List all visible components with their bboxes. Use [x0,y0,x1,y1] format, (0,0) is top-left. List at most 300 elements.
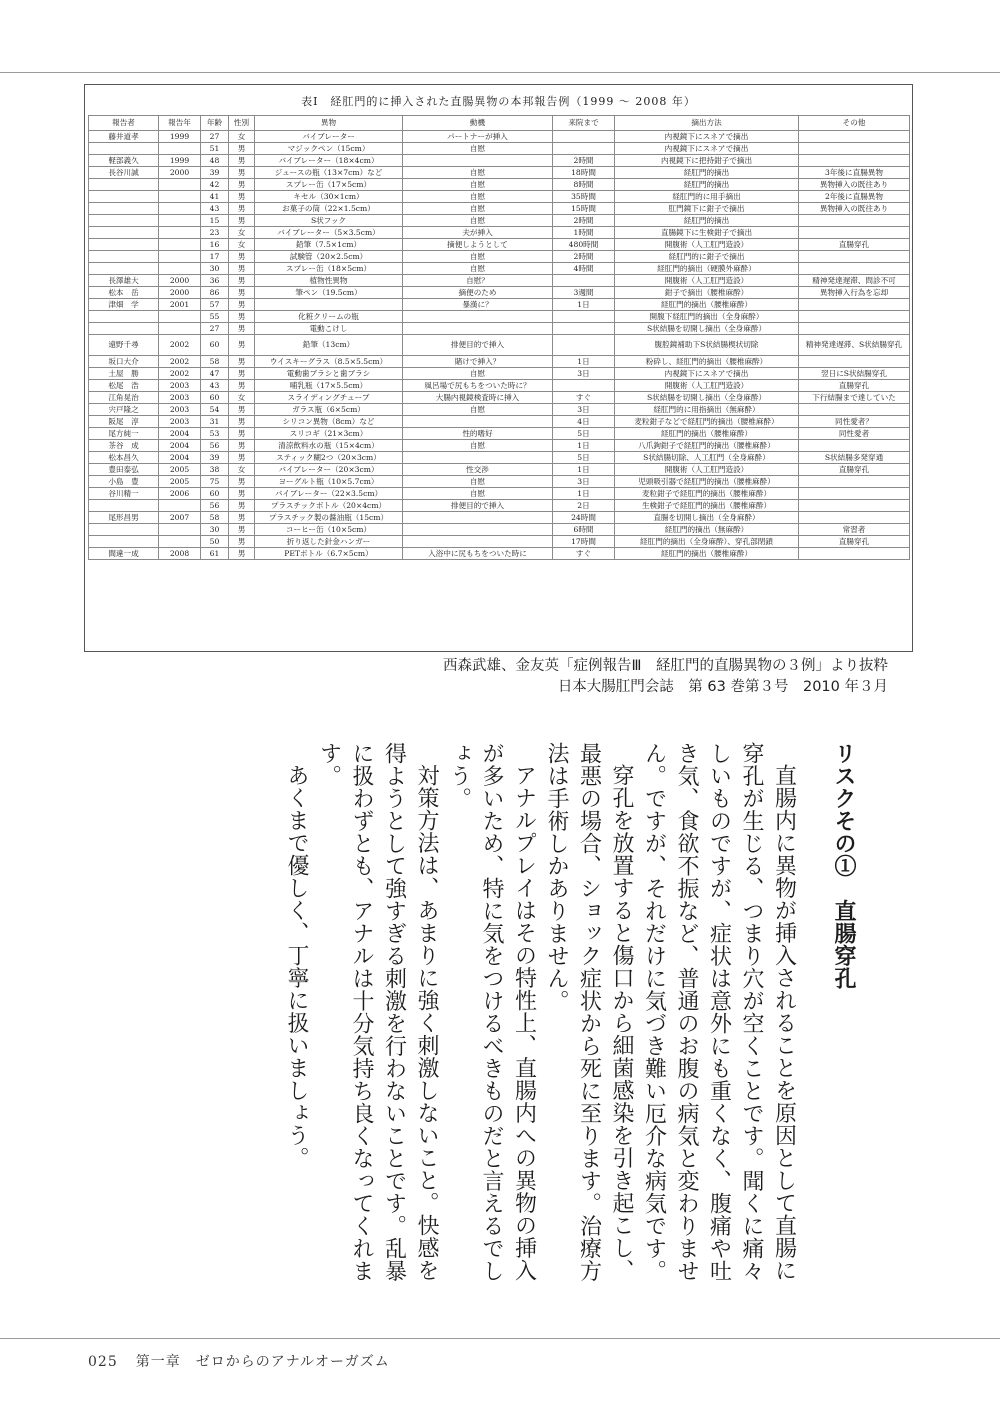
table-cell: 75 [201,476,229,488]
table-row [89,404,910,416]
table-cell [255,299,403,311]
table-cell: 1時間 [553,227,615,239]
table-row [89,548,910,560]
table-cell: スティック糊2つ（20×3cm） [255,452,403,464]
table-header-row [89,116,910,131]
table-row [89,428,910,440]
table-header-cell: 来院まで [553,116,615,131]
table-cell: お菓子の筒（22×1.5cm） [255,203,403,215]
table-cell: 男 [229,299,255,311]
table-cell [799,227,910,239]
table-cell [89,536,159,548]
table-cell: プラスチック製の醤油瓶（15cm） [255,512,403,524]
table-cell [799,404,910,416]
table-cell: 遠野千尋 [89,335,159,356]
table-cell [159,536,201,548]
table-cell: 同性愛者？ [799,416,910,428]
table-cell: 55 [201,311,229,323]
table-cell: 男 [229,548,255,560]
table-cell: すぐ [553,548,615,560]
table-cell: 男 [229,380,255,392]
table-cell: 27 [201,131,229,143]
table-cell: スプレー缶（17×5cm） [255,179,403,191]
table-cell: 15時間 [553,203,615,215]
table-cell [159,500,201,512]
table-cell: 53 [201,428,229,440]
table-cell: 谷川精一 [89,488,159,500]
table-cell: 経肛門的摘出（腰椎麻酔） [615,428,799,440]
table-cell: 自慰 [403,488,553,500]
table-header-cell: 動機 [403,116,553,131]
table-cell: 植物性異物 [255,275,403,287]
table-cell: 60 [201,488,229,500]
table-row [89,368,910,380]
table-cell: 自慰 [403,263,553,275]
table-cell: 1999 [159,155,201,167]
table-cell [799,155,910,167]
table-cell: 48 [201,155,229,167]
table-cell: 42 [201,179,229,191]
table-cell: S状結腸を切開し摘出（全身麻酔） [615,392,799,404]
case-report-table [88,115,910,560]
table-cell: 35時間 [553,191,615,203]
table-cell: 夫が挿入 [403,227,553,239]
table-cell: 23 [201,227,229,239]
table-cell [799,311,910,323]
table-cell: 尾形昌男 [89,512,159,524]
table-cell: 女 [229,392,255,404]
table-cell: 摘便のため [403,287,553,299]
table-cell: 58 [201,512,229,524]
table-cell: 経肛門的摘出（硬膜外麻酔） [615,263,799,275]
table-cell: 試験管（20×2.5cm） [255,251,403,263]
table-cell: 賭けで挿入？ [403,356,553,368]
table-cell: 8時間 [553,179,615,191]
table-cell: 男 [229,416,255,428]
table-cell: 直腸穿孔 [799,464,910,476]
table-cell: 2005 [159,476,201,488]
table-cell: 自慰 [403,191,553,203]
table-cell: 男 [229,311,255,323]
table-cell [89,311,159,323]
chapter-title: 第一章 ゼロからのアナルオーガズム [135,1354,390,1370]
table-cell: スライディングチューブ [255,392,403,404]
table-cell [89,263,159,275]
table-cell [89,239,159,251]
table-row [89,227,910,239]
table-cell: 八爪鉤鉗子で経肛門的摘出（腰椎麻酔） [615,440,799,452]
table-cell [403,512,553,524]
table-cell: 54 [201,404,229,416]
table-cell: バイブレーター（20×3cm） [255,464,403,476]
table-cell: 60 [201,335,229,356]
table-cell [403,524,553,536]
table-row [89,203,910,215]
table-cell: 3日 [553,476,615,488]
table-cell: ジュースの瓶（13×7cm）など [255,167,403,179]
table-cell: 5日 [553,428,615,440]
table-cell: 経肛門的摘出（腰椎麻酔） [615,299,799,311]
table-cell: 2001 [159,299,201,311]
table-cell: 直腸穿孔 [799,536,910,548]
table-cell: 排便目的で挿入 [403,335,553,356]
table-cell: 2003 [159,416,201,428]
table-cell: 1日 [553,356,615,368]
table-cell: 男 [229,500,255,512]
table-cell: 51 [201,143,229,155]
table-row [89,191,910,203]
table-cell [799,548,910,560]
table-cell: 尾方純一 [89,428,159,440]
table-cell [799,131,910,143]
table-cell: 男 [229,536,255,548]
table-cell: 男 [229,428,255,440]
table-cell: 男 [229,143,255,155]
table-cell: 47 [201,368,229,380]
table-cell [159,524,201,536]
paragraph-1: 直腸内に異物が挿入されることを原因として直腸に穿孔が生じる、つまり穴が空くことです。聞くに痛々しいものですが、症状は意外にも重くなく、腹痛や吐き気、食欲不振など、普通のお腹の病気と変わりません。ですが、それだけに気づき難い厄介な病気です。 [641,742,797,1282]
table-cell: 2000 [159,275,201,287]
paragraph-5: あくまで優しく、丁寧に扱いましょう。 [284,764,309,1169]
table-cell: 経肛門的摘出（腰椎麻酔） [615,548,799,560]
table-cell: すぐ [553,392,615,404]
table-cell: 16 [201,239,229,251]
table-cell: 経肛門的摘出 [615,179,799,191]
table-cell: 粉砕し、経肛門的摘出（腰椎麻酔） [615,356,799,368]
table-row [89,464,910,476]
table-row [89,500,910,512]
table-cell [89,251,159,263]
table-row [89,512,910,524]
table-cell: 開腹術（人工肛門造設） [615,464,799,476]
table-cell: 1日 [553,440,615,452]
table-cell: 江角晃治 [89,392,159,404]
table-cell: 化粧クリームの瓶 [255,311,403,323]
table-cell: 常習者 [799,524,910,536]
table-header-cell: 年齢 [201,116,229,131]
table-cell [159,179,201,191]
table-cell: 女 [229,239,255,251]
table-cell [89,143,159,155]
table-cell [89,227,159,239]
table-cell: 1日 [553,299,615,311]
table-cell: 27 [201,323,229,335]
table-cell: 哺乳瓶（17×5.5cm） [255,380,403,392]
table-cell: 男 [229,356,255,368]
table-cell: 30 [201,524,229,536]
table-cell: ヨーグルト瓶（10×5.7cm） [255,476,403,488]
table-cell: 経肛門的に用手摘出 [615,191,799,203]
table-cell: 麦粒鉗子で経肛門的摘出（腰椎麻酔） [615,488,799,500]
table-cell: 男 [229,368,255,380]
table-header-cell: 異物 [255,116,403,131]
table-cell: 筆ペン（19.5cm） [255,287,403,299]
table-source-note [443,656,888,698]
table-cell: 2002 [159,335,201,356]
table-cell: 直腸を切開し摘出（全身麻酔） [615,512,799,524]
table-row [89,251,910,263]
table-row [89,263,910,275]
source-line-2: 日本大腸肛門会誌 第 63 巻第３号 2010 年３月 [557,679,888,695]
table-cell: 31 [201,416,229,428]
table-cell: S状結腸多発穿通 [799,452,910,464]
table-cell: 30 [201,263,229,275]
table-cell: 57 [201,299,229,311]
table-cell: 36 [201,275,229,287]
table-cell: 1日 [553,488,615,500]
table-cell: 自慰 [403,179,553,191]
table-row [89,179,910,191]
table-header-cell: 報告年 [159,116,201,131]
table-cell: 1999 [159,131,201,143]
table-cell [553,311,615,323]
table-cell: 2004 [159,428,201,440]
table-cell: 電動こけし [255,323,403,335]
table-cell: 間違一成 [89,548,159,560]
table-cell: 15 [201,215,229,227]
table-cell: 60 [201,392,229,404]
table-cell [159,143,201,155]
table-cell: 自慰 [403,476,553,488]
table-cell: 男 [229,335,255,356]
table-cell: 電動歯ブラシと歯ブラシ [255,368,403,380]
table-cell: 排便目的で挿入 [403,500,553,512]
table-cell: 自慰 [403,143,553,155]
table-cell: 男 [229,263,255,275]
table-cell: スリコギ（21×3cm） [255,428,403,440]
table-cell [403,536,553,548]
table-header-cell: 摘出方法 [615,116,799,131]
table-cell: 1日 [553,464,615,476]
table-cell: 精神発達遅滞、S状結腸穿孔 [799,335,910,356]
table-cell: 豊田泰弘 [89,464,159,476]
table-cell: 児頭吸引器で経肛門的摘出（腰椎麻酔） [615,476,799,488]
table-cell: 経肛門的摘出 [615,167,799,179]
table-cell: 2000 [159,287,201,299]
table-cell: 自慰 [403,167,553,179]
table-cell: 経肛門的に鉗子で摘出 [615,251,799,263]
source-line-1: 西森武雄、金友英「症例報告Ⅲ 経肛門的直腸異物の３例」より抜粋 [443,658,888,674]
table-cell: 内視鏡下に把持鉗子で摘出 [615,155,799,167]
table-cell [159,239,201,251]
table-cell: 性交渉 [403,464,553,476]
table-cell: 17 [201,251,229,263]
top-rule [0,72,1000,73]
table-cell: 女 [229,464,255,476]
table-cell: 43 [201,380,229,392]
table-cell [553,335,615,356]
table-cell [89,179,159,191]
table-cell: 2006 [159,488,201,500]
table-row [89,155,910,167]
table-row [89,299,910,311]
table-cell: 24時間 [553,512,615,524]
table-cell: 自慰 [403,203,553,215]
table-cell: 自慰 [403,440,553,452]
table-cell [553,131,615,143]
table-cell: 麦粒鉗子などで経肛門的摘出（腰椎麻酔） [615,416,799,428]
table-cell: 2004 [159,440,201,452]
table-cell: 経肛門的に用指摘出（無麻酔） [615,404,799,416]
table-cell: 入浴中に尻もちをついた時に [403,548,553,560]
paragraph-3: アナルプレイはその特性上、直腸内への異物の挿入が多いため、特に気をつけるべきものだと言えるでしょう。 [446,742,537,1282]
table-cell: ウイスキーグラス（8.5×5.5cm） [255,356,403,368]
table-cell: 6時間 [553,524,615,536]
table-cell: 経肛門的摘出（全身麻酔）、穿孔部閉鎖 [615,536,799,548]
table-cell [89,500,159,512]
table-cell: 17時間 [553,536,615,548]
table-cell [159,203,201,215]
table-cell [799,323,910,335]
table-row [89,239,910,251]
table-cell: 土屋 勝 [89,368,159,380]
table-cell: 男 [229,251,255,263]
table-cell: 鉗子で摘出（腰椎麻酔） [615,287,799,299]
table-cell: 生検鉗子で経肛門的摘出（腰椎麻酔） [615,500,799,512]
table-cell: 直腸穿孔 [799,239,910,251]
table-row [89,356,910,368]
table-row [89,335,910,356]
table-cell: 鉛筆（7.5×1cm） [255,239,403,251]
table-row [89,392,910,404]
table-cell: 清涼飲料水の瓶（15×4cm） [255,440,403,452]
table-cell: 2年後に直腸異物 [799,191,910,203]
table-cell: 56 [201,500,229,512]
table-cell: 男 [229,488,255,500]
case-table-figure [84,84,913,652]
table-cell: 暴漢に？ [403,299,553,311]
table-cell [159,323,201,335]
table-cell: 小島 豊 [89,476,159,488]
table-row [89,275,910,287]
table-cell: S状結腸を切開し摘出（全身麻酔） [615,323,799,335]
table-cell: 自慰 [403,404,553,416]
table-cell [403,452,553,464]
table-cell: 86 [201,287,229,299]
table-cell [799,251,910,263]
table-cell: 3日 [553,404,615,416]
table-cell [159,227,201,239]
table-cell [159,191,201,203]
table-cell: 坂口大介 [89,356,159,368]
table-body [89,131,910,560]
table-cell [553,143,615,155]
table-cell: 津畑 学 [89,299,159,311]
table-header-cell: その他 [799,116,910,131]
table-cell: キセル（30×1cm） [255,191,403,203]
table-cell: 同性愛者 [799,428,910,440]
table-row [89,440,910,452]
table-cell: 4時間 [553,263,615,275]
table-cell: 松本昌久 [89,452,159,464]
table-cell: 2000 [159,167,201,179]
table-cell: 男 [229,287,255,299]
table-cell: 2003 [159,380,201,392]
table-cell: 41 [201,191,229,203]
table-cell: 2008 [159,548,201,560]
table-cell: 男 [229,179,255,191]
table-cell [89,203,159,215]
table-cell: 2003 [159,404,201,416]
table-cell [799,356,910,368]
table-cell: 2003 [159,392,201,404]
table-cell: 風呂場で尻もちをついた時に？ [403,380,553,392]
table-cell: 58 [201,356,229,368]
table-cell: 男 [229,203,255,215]
table-cell: 男 [229,524,255,536]
table-cell: 直腸鏡下に生検鉗子で摘出 [615,227,799,239]
table-cell [89,215,159,227]
table-cell: 長谷川誠 [89,167,159,179]
table-row [89,215,910,227]
table-cell: 男 [229,191,255,203]
table-cell: 480時間 [553,239,615,251]
table-cell: 5日 [553,452,615,464]
table-cell: 精神発達遅滞、問診不可 [799,275,910,287]
table-cell: 翌日にS状結腸穿孔 [799,368,910,380]
table-cell [89,191,159,203]
table-cell: 男 [229,215,255,227]
table-cell: 長澤雄大 [89,275,159,287]
table-cell: 軽部義久 [89,155,159,167]
table-row [89,452,910,464]
table-cell: シリコン異物（8cm）など [255,416,403,428]
table-cell: 3年後に直腸異物 [799,167,910,179]
table-cell [159,311,201,323]
table-cell: 鉛筆（13cm） [255,335,403,356]
table-cell: 肛門鏡下に鉗子で摘出 [615,203,799,215]
table-cell: 経肛門的摘出（無麻酔） [615,524,799,536]
table-cell: 内視鏡下にスネアで摘出 [615,131,799,143]
table-cell [799,500,910,512]
table-cell [799,143,910,155]
table-cell [403,323,553,335]
table-cell: 2時間 [553,215,615,227]
table-cell: 開腹下経肛門的摘出（全身麻酔） [615,311,799,323]
table-cell: 自慰？ [403,275,553,287]
table-caption: 表Ⅰ 経肛門的に挿入された直腸異物の本邦報告例（1999 ～ 2008 年） [301,95,696,108]
paragraph-2: 穿孔を放置すると傷口から細菌感染を引き起こし、最悪の場合、ショック症状から死に至ります。治療方法は手術しかありません。 [544,742,634,1282]
table-cell: 男 [229,167,255,179]
table-cell: マジックペン（15cm） [255,143,403,155]
table-cell: 3日 [553,368,615,380]
table-cell: 摘便しようとして [403,239,553,251]
paragraph-4: 対策方法は、あまりに強く刺激しないこと。快感を得ようとして強すぎる刺激を行わないことです。乱暴に扱わずとも、アナルは十分気持ち良くなってくれます。 [316,742,439,1282]
table-cell: 自慰 [403,215,553,227]
table-cell: パートナーが挿入 [403,131,553,143]
table-cell [89,524,159,536]
table-cell: 39 [201,452,229,464]
table-row [89,167,910,179]
table-cell [553,380,615,392]
table-cell: 38 [201,464,229,476]
table-cell: 茶谷 成 [89,440,159,452]
table-cell: 男 [229,323,255,335]
table-cell: 松本 岳 [89,287,159,299]
table-row [89,380,910,392]
table-cell: 2時間 [553,155,615,167]
table-cell: バイブレーター（18×4cm） [255,155,403,167]
table-cell: 内視鏡下にスネアで摘出 [615,368,799,380]
table-cell: 自慰 [403,251,553,263]
table-cell: S状結腸切除、人工肛門（全身麻酔） [615,452,799,464]
table-cell [799,263,910,275]
table-row [89,536,910,548]
table-cell: 4日 [553,416,615,428]
table-row [89,476,910,488]
table-cell [799,299,910,311]
table-cell: 男 [229,476,255,488]
